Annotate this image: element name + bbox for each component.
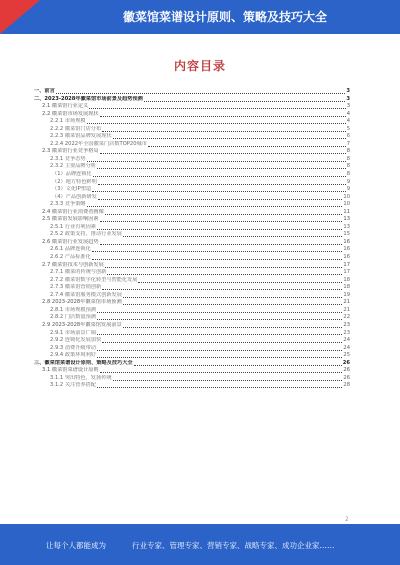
table-of-contents	[34, 88, 350, 390]
toc-dot-leader	[97, 319, 342, 320]
toc-entry-title: 2.9.2 连锁化发展加快	[50, 337, 102, 344]
toc-dot-leader	[123, 297, 342, 298]
toc-dot-leader	[105, 214, 343, 215]
toc-entry[interactable]	[34, 126, 350, 134]
toc-entry-page: 10	[343, 201, 350, 208]
toc-dot-leader	[56, 93, 346, 94]
toc-dot-leader	[105, 267, 343, 268]
toc-dot-leader	[100, 153, 346, 154]
toc-entry[interactable]	[34, 330, 350, 338]
toc-dot-leader	[138, 282, 342, 283]
toc-dot-leader	[97, 229, 342, 230]
toc-entry[interactable]	[34, 103, 350, 111]
toc-entry[interactable]	[34, 360, 350, 368]
toc-entry[interactable]	[34, 246, 350, 254]
header-accent-triangle	[0, 0, 40, 34]
toc-entry[interactable]	[34, 88, 350, 96]
toc-entry-title: 2.6.2 产品标准化	[50, 254, 91, 261]
toc-entry-page: 16	[343, 254, 350, 261]
toc-entry[interactable]	[34, 292, 350, 300]
toc-entry-page: 6	[346, 133, 350, 140]
toc-entry[interactable]	[34, 239, 350, 247]
toc-entry[interactable]	[34, 179, 350, 187]
toc-entry-page: 4	[346, 118, 350, 125]
toc-entry-page: 28	[343, 382, 350, 389]
toc-entry-page: 18	[343, 276, 350, 283]
toc-dot-leader	[98, 184, 346, 185]
toc-entry-title: 2.2.2 徽菜馆门店分布	[50, 125, 102, 132]
toc-entry-title: 2.8.1 市场规模预测	[50, 306, 96, 313]
toc-entry-page: 5	[346, 125, 350, 132]
toc-entry-page: 13	[343, 223, 350, 230]
toc-entry-page: 18	[343, 284, 350, 291]
toc-entry[interactable]	[34, 284, 350, 292]
toc-dot-leader	[92, 191, 346, 192]
toc-entry-page: 15	[343, 231, 350, 238]
toc-dot-leader	[148, 146, 346, 147]
toc-dot-leader	[93, 176, 346, 177]
toc-dot-leader	[107, 274, 342, 275]
toc-entry-page: 3	[346, 95, 350, 102]
toc-entry-page: 7	[346, 140, 350, 147]
toc-entry-page: 26	[342, 359, 350, 366]
toc-entry-title: 2.8.2 门店数量预测	[50, 314, 96, 321]
toc-entry-title: 2.3.1 竞争态势	[50, 155, 86, 162]
document-header-title: 徽菜馆菜谱设计原则、策略及技巧大全	[122, 10, 327, 24]
toc-entry-page: 16	[343, 246, 350, 253]
toc-entry-page: 19	[343, 291, 350, 298]
toc-entry[interactable]	[34, 156, 350, 164]
toc-entry[interactable]	[34, 171, 350, 179]
toc-entry-title: （4）产品创新研发	[52, 193, 97, 200]
toc-dot-leader	[134, 365, 342, 366]
toc-entry-title: （3）文化IP塑造	[52, 186, 92, 193]
toc-entry[interactable]	[34, 382, 350, 390]
footer-bar	[0, 524, 400, 565]
toc-entry-page: 8	[346, 163, 350, 170]
toc-entry-title: 2.2 徽菜馆市场发展现状	[42, 110, 99, 117]
toc-entry-page: 8	[346, 148, 350, 155]
toc-dot-leader	[102, 131, 346, 132]
toc-entry[interactable]	[34, 186, 350, 194]
toc-entry-page: 26	[343, 367, 350, 374]
page-marker: 2	[345, 516, 349, 523]
toc-dot-leader	[98, 199, 343, 200]
toc-entry-title: 3.1 徽菜馆菜谱设计原则	[42, 367, 99, 374]
toc-entry-page: 11	[343, 208, 350, 215]
toc-dot-leader	[97, 350, 342, 351]
toc-entry-title: 2.9.3 消费升级带动	[50, 344, 96, 351]
toc-dot-leader	[89, 108, 345, 109]
toc-entry-page: 9	[346, 186, 350, 193]
toc-entry-title: 2.9 2023-2028年徽菜馆发展前景	[42, 321, 122, 328]
toc-entry-page: 8	[346, 171, 350, 178]
toc-entry-page: 8	[346, 155, 350, 162]
toc-dot-leader	[87, 161, 346, 162]
toc-entry[interactable]	[34, 216, 350, 224]
toc-dot-leader	[92, 259, 343, 260]
toc-entry[interactable]	[34, 163, 350, 171]
toc-entry-title: 2.4 徽菜馆行业消费者画像	[42, 208, 104, 215]
toc-entry-page: 25	[343, 352, 350, 359]
toc-dot-leader	[97, 387, 342, 388]
toc-entry-page: 23	[343, 321, 350, 328]
toc-entry-page: 22	[343, 314, 350, 321]
toc-dot-leader	[113, 380, 343, 381]
toc-entry[interactable]	[34, 254, 350, 262]
toc-entry-page: 21	[343, 299, 350, 306]
toc-entry-page: 26	[343, 374, 350, 381]
toc-entry-title: 2.3.2 主要品牌分析	[50, 163, 96, 170]
toc-entry[interactable]	[34, 231, 350, 239]
toc-entry-title: 2.8 2023-2028年徽菜馆市场预测	[42, 299, 122, 306]
toc-entry-title: （2）地方特色鲜明	[52, 178, 97, 185]
footer-tagline: 行业专家、管理专家、营销专家、战略专家、成功企业家……	[132, 541, 335, 550]
toc-dot-leader	[97, 357, 342, 358]
toc-entry-page: 24	[343, 344, 350, 351]
toc-dot-leader	[97, 312, 342, 313]
toc-entry[interactable]	[34, 307, 350, 315]
toc-entry-title: 2.7.3 徽菜馆营销创新	[50, 284, 102, 291]
toc-entry-page: 10	[343, 193, 350, 200]
header-bar	[0, 0, 400, 34]
toc-dot-leader	[92, 251, 343, 252]
toc-entry[interactable]	[34, 209, 350, 217]
toc-entry-title: 2.7.4 徽菜馆服务模式创新发展	[50, 291, 122, 298]
toc-entry[interactable]	[34, 194, 350, 202]
toc-entry-title: 2.2.1 市场规模	[50, 118, 86, 125]
toc-entry[interactable]	[34, 337, 350, 345]
toc-dot-leader	[102, 289, 342, 290]
toc-entry[interactable]	[34, 201, 350, 209]
toc-entry-title: 2.6.1 品牌连锁化	[50, 246, 91, 253]
toc-dot-leader	[97, 334, 342, 335]
toc-dot-leader	[113, 138, 346, 139]
toc-entry-page: 16	[343, 238, 350, 245]
toc-entry-page: 23	[343, 329, 350, 336]
toc-dot-leader	[100, 221, 343, 222]
toc-entry[interactable]	[34, 345, 350, 353]
toc-dot-leader	[87, 206, 343, 207]
toc-entry-title: 3.1.1 突出特色，发扬传统	[50, 374, 112, 381]
toc-entry-title: 三、徽菜馆菜谱设计原则、策略及技巧大全	[34, 359, 133, 366]
toc-entry-title: 二、2023-2028年徽菜馆市场前景及趋势预测	[34, 95, 143, 102]
toc-entry-title: 2.7.2 徽菜馆数字化转型与智能化发展	[50, 276, 138, 283]
toc-dot-leader	[123, 304, 343, 305]
toc-entry-page: 17	[343, 269, 350, 276]
toc-entry-title: 2.6 徽菜馆行业发展趋势	[42, 238, 99, 245]
toc-entry-title: 一、前言	[34, 88, 55, 94]
toc-entry-page: 3	[346, 103, 350, 110]
toc-entry[interactable]	[34, 148, 350, 156]
toc-entry[interactable]	[34, 314, 350, 322]
toc-entry[interactable]	[34, 111, 350, 119]
toc-entry-title: 2.5.2 政策支持，推动行业发展	[50, 231, 122, 238]
toc-entry[interactable]	[34, 352, 350, 360]
toc-entry[interactable]	[34, 224, 350, 232]
toc-dot-leader	[87, 123, 346, 124]
toc-entry[interactable]	[34, 322, 350, 330]
toc-entry-page: 3	[346, 88, 350, 94]
toc-dot-leader	[100, 372, 343, 373]
toc-dot-leader	[100, 244, 343, 245]
toc-entry[interactable]	[34, 375, 350, 383]
toc-entry-title: 2.9.4 政策环境利好	[50, 352, 96, 359]
toc-entry[interactable]	[34, 141, 350, 149]
toc-entry[interactable]	[34, 277, 350, 285]
toc-entry-title: 3.1.2 关注营养搭配	[50, 382, 96, 389]
toc-entry[interactable]	[34, 118, 350, 126]
toc-entry-title: 2.9.1 市场前景广阔	[50, 329, 96, 336]
toc-entry-title: 2.1 徽菜馆行业定义	[42, 103, 89, 110]
toc-entry-title: 2.2.4 2022年全国徽菜门店数TOP20城市	[50, 140, 147, 147]
toc-dot-leader	[97, 168, 346, 169]
toc-entry[interactable]	[34, 96, 350, 104]
footer-slogan: 让每个人都能成为	[46, 541, 106, 550]
toc-entry-title: （1）品牌连锁化	[52, 171, 92, 178]
toc-entry-title: 2.3.3 竞争策略	[50, 201, 86, 208]
toc-entry[interactable]	[34, 133, 350, 141]
toc-entry-page: 9	[346, 178, 350, 185]
toc-entry-title: 2.7.1 徽菜的传统与创新	[50, 269, 107, 276]
toc-entry-title: 2.7 徽菜馆技术与创新发展	[42, 261, 104, 268]
toc-entry-title: 2.3 徽菜馆行业竞争格局	[42, 148, 99, 155]
toc-entry-title: 2.5.1 行业有利因素	[50, 223, 96, 230]
toc-entry-page: 17	[343, 261, 350, 268]
toc-title: 内容目录	[173, 59, 226, 73]
toc-dot-leader	[100, 116, 346, 117]
toc-entry-page: 21	[343, 306, 350, 313]
toc-entry[interactable]	[34, 269, 350, 277]
toc-dot-leader	[123, 236, 342, 237]
toc-entry-page: 4	[346, 110, 350, 117]
toc-entry-title: 2.2.3 徽菜馆品牌发展现状	[50, 133, 112, 140]
toc-entry[interactable]	[34, 299, 350, 307]
toc-dot-leader	[102, 342, 342, 343]
toc-entry[interactable]	[34, 367, 350, 375]
toc-entry-page: 24	[343, 337, 350, 344]
toc-entry[interactable]	[34, 262, 350, 270]
toc-entry-title: 2.5 徽菜馆发展影响因素	[42, 216, 99, 223]
toc-dot-leader	[144, 101, 346, 102]
toc-entry-page: 13	[343, 216, 350, 223]
toc-dot-leader	[123, 327, 343, 328]
